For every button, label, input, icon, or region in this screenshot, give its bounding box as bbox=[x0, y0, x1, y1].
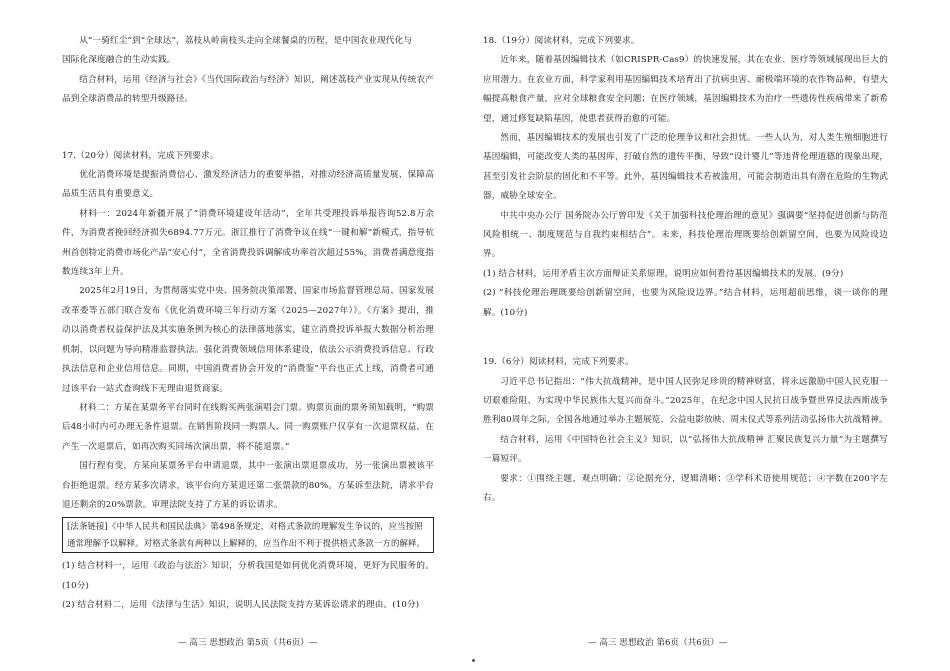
q17-title: 17.（20分）阅读材料，完成下列要求。 bbox=[62, 150, 219, 161]
q17-paragraph: 国行程有变，方某向某票务平台申请退票，其中一张演出票退票成功，另一张演出票被该平台拒绝退票。经方某多次请求，该平台向方某退还第二张票款的80%。方某诉至法院，请求平台退还剩余的20%票款。审理法院支持了方某的诉讼请求。 bbox=[62, 461, 434, 510]
intro-line-1: 从“一骑红尘”到“全球达”，荔枝从岭南枝头走向全球餐桌的历程，是中国农业现代化与 bbox=[79, 36, 413, 46]
law-link-box: [法条链接]《中华人民共和国民法典》第498条规定，对格式条款的理解发生争议的，应当按照通常理解予以解释。对格式条款有两种以上解释的，应当作出不利于提供格式条款一方的解释。 bbox=[62, 517, 434, 553]
left-page-column bbox=[62, 32, 434, 616]
q18-paragraph: 然而，基因编辑技术的发展也引发了广泛的伦理争议和社会担忧。一些人认为，对人类生殖细胞进行基因编辑，可能改变人类的基因库，打破自然的遗传平衡，导致“设计婴儿”等违背伦理道德的现象出现，甚至引发社会阶层的固化和不平等。此外，基因编辑技术若被滥用，可能会制造出具有潜在危险的生物武器，威胁全球安全。 bbox=[483, 133, 888, 202]
q17-material-2: 材料二：方某在某票务平台同时在线购买两张演唱会门票。购票页面的票务须知载明，“购票后48小时内可办理无条件退票。在销售阶段同一购票人、同一购票账户仅享有一次退票权益，在产生一次退票后，如再次购买同场次演出票，将不能退票。” bbox=[62, 402, 434, 452]
q18-title: 18.（19分）阅读材料，完成下列要求。 bbox=[483, 36, 640, 46]
page-footer-right: — 高三 思想政治 第6页（共6页）— bbox=[588, 638, 728, 648]
page-footer-left: — 高三 思想政治 第5页（共6页）— bbox=[178, 638, 318, 648]
q19-requirements: 要求：①围绕主题，观点明确；②论据充分，逻辑清晰；③学科术语使用规范；④字数在200字左右。 bbox=[483, 473, 888, 503]
q19-title: 19.（6分）阅读材料，完成下列要求。 bbox=[483, 357, 634, 368]
q17-subquestion-1: (1) 结合材料一，运用《政治与法治》知识，分析我国是如何优化消费环境，更好为民服务的。(10分) bbox=[62, 561, 434, 591]
q19-task: 结合材料，运用《中国特色社会主义》知识，以“弘扬伟大抗战精神 汇聚民族复兴力量”为主题撰写一篇短评。 bbox=[483, 434, 888, 465]
intro-line-2: 国际化深度融合的生动实践。 bbox=[62, 55, 176, 66]
right-page-column bbox=[483, 32, 888, 508]
q16-task: 结合材料，运用《经济与社会》《当代国际政治与经济》知识，阐述荔枝产业实现从传统农产品到全球消费品的转型升级路径。 bbox=[62, 74, 434, 105]
spacer bbox=[483, 323, 888, 353]
center-dot bbox=[472, 659, 475, 662]
q19-paragraph: 习近平总书记指出：“伟大抗战精神，是中国人民弥足珍贵的精神财富，将永远激励中国人民克服一切艰难险阻、为实现中华民族伟大复兴而奋斗。”2025年，在纪念中国人民抗日战争暨世界反法西斯战争胜利80周年之际，全国各地通过举办主题展览、公益电影放映、周末仪式等系列活动弘扬伟大抗战精神。 bbox=[483, 376, 888, 426]
q17-material-1: 材料一：2024年新疆开展了“消费环境建设年活动”，全年共受理投诉举报咨询52.8万余件，为消费者挽回经济损失6894.77万元。浙江推行了消费争议在线“一键和解”新模式，指导杭州首创特定消费市场化产品“安心付”，全省消费投诉调解成功率首次超过55%，消费者满意度指数连续3年上升。 bbox=[62, 208, 434, 278]
q18-paragraph: 近年来，随着基因编辑技术（如CRISPR-Cas9）的快速发展，其在农业、医疗等领域展现出巨大的应用潜力。在农业方面，科学家利用基因编辑技术培育出了抗病虫害、耐极端环境的农作物品种，有望大幅提高粮食产量，应对全球粮食安全问题；在医疗领域，基因编辑技术为治疗一些遗传性疾病带来了新希望，通过修复缺陷基因，使患者获得治愈的可能。 bbox=[483, 55, 888, 124]
q17-subquestion-2: (2) 结合材料二，运用《法律与生活》知识，说明人民法院支持方某诉讼请求的理由。(10分) bbox=[62, 600, 420, 611]
spacer bbox=[62, 110, 434, 147]
q17-paragraph: 2025年2月19日，为贯彻落实党中央、国务院决策部署，国家市场监督管理总局、国家发展改革委等五部门联合发布《优化消费环境三年行动方案（2025—2027年）》。《方案》提出，推动以消费者权益保护法及其实施条例为核心的法律落地落实，建立消费投诉举报大数据分析治理机制，以问题为导向精准监督执法。强化消费领域信用体系建设，依法公示消费投诉信息、行政执法信息和企业信用信息。同期，中国消费者协会开发的“消费鉴”平台也正式上线，消费者可通过该平台一站式查询线下无理由退货商家。 bbox=[62, 286, 434, 394]
q18-paragraph: 中共中央办公厅 国务院办公厅曾印发《关于加强科技伦理治理的意见》强调要“坚持促进创新与防范风险相统一、制度规范与自我约束相结合”。未来，科技伦理治理既要给创新留空间，也要为风险设边界。 bbox=[483, 210, 888, 260]
q17-paragraph: 优化消费环境是提振消费信心、激发经济活力的重要举措，对推动经济高质量发展、保障高品质生活具有重要意义。 bbox=[62, 170, 434, 200]
q18-subquestion-2: (2) “科技伦理治理既要给创新留空间，也要为风险设边界。”结合材料，运用超前思维，谈一谈你的理解。(10分) bbox=[483, 288, 888, 318]
q18-subquestion-1: (1) 结合材料，运用矛盾主次方面辩证关系原理，说明应如何看待基因编辑技术的发展。(9分) bbox=[483, 268, 844, 279]
